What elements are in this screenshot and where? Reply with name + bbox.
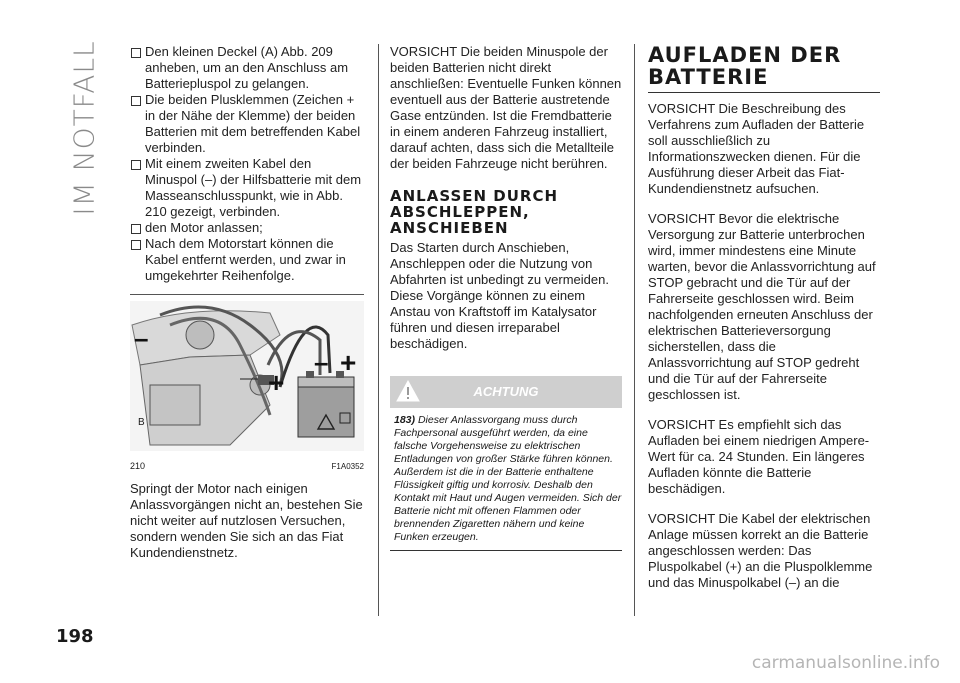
paragraph: VORSICHT Die beiden Minuspole der beiden Batterien nicht direkt anschließen: Eventuelle Funken können eventuell aus der Batterie austretende Gase entzünden. Ist die Fremdbatterie in einem anderen Fahrzeug installiert, darauf achten, dass sich die Metallteile der beiden Fahrzeuge nicht berühren. [390,44,622,171]
column-3 [648,44,880,591]
list-item-text: Nach dem Motorstart können die Kabel entfernt werden, und zwar in umgekehrter Reihenfolge. [145,236,346,283]
figure-210 [130,294,364,471]
column-divider-1 [378,44,379,616]
figure-code: F1A0352 [331,462,364,471]
list-item [130,236,364,284]
figure-minus-sign: – [134,323,149,353]
paragraph: VORSICHT Bevor die elektrische Versorgung zur Batterie unterbrochen wird, immer mindestens eine Minute warten, bevor die Anlassvorrichtung auf STOP gebracht und die Tür auf der Fahrerseite geschlossen wird. Beim nachfolgenden erneuten Anschluss der elektrischen Batterieversorgung sicherstellen, dass die Anlassvorrichtung auf STOP gedreht und die Tür auf der Fahrerseite geschlossen ist. [648,211,876,402]
checkbox-bullet-icon [131,240,141,250]
paragraph: VORSICHT Die Kabel der elektrischen Anlage müssen korrekt an die Batterie angeschlossen werden: Das Pluspolkabel (+) an die Pluspolklemme und das Minuspolkabel (–) an die [648,511,873,590]
checkbox-bullet-icon [131,160,141,170]
checkbox-bullet-icon [131,224,141,234]
page-number: 198 [56,626,94,647]
section-heading: ANLASSEN DURCH ABSCHLEPPEN, ANSCHIEBEN [390,187,559,237]
warning-body [390,408,622,551]
paragraph: Das Starten durch Anschieben, Anschleppen oder die Nutzung von Abfahrten ist unbedingt zu vermeiden. Diese Vorgänge können zu einem Anstau von Kraftstoff im Katalysator führen und diesen irreparabel beschädigen. [390,240,609,351]
checkbox-bullet-icon [131,96,141,106]
list-item [130,156,364,220]
warning-text-content: Dieser Anlassvorgang muss durch Fachpersonal ausgeführt werden, da eine falsche Vorgehensweise zu elektrischen Entladungen von großer Stärke führen können. Außerdem ist die in der Batterie enthaltene Flüssigkeit giftig und korrosiv. Deshalb den Kontakt mit Haut und Augen vermeiden. Sich der Batterie nicht mit offenen Flammen oder brennenden Zigaretten nähern und keine Funken erzeugen. [394,414,622,543]
paragraph: VORSICHT Die Beschreibung des Verfahrens zum Aufladen der Batterie soll ausschließlich zu Informationszwecken dienen. Für die Ausführung dieser Arbeit das Fiat-Kundendienstnetz aufsuchen. [648,101,865,196]
section-side-tab-label: IM NOTFALL [67,40,101,216]
column-1 [130,44,364,561]
section-heading: AUFLADEN DER BATTERIE [648,43,842,89]
figure-number: 210 [130,461,146,471]
list-item [130,220,364,236]
figure-plus-sign: + [340,347,357,378]
paragraph: Springt der Motor nach einigen Anlassvorgängen nicht an, bestehen Sie nicht weiter auf nutzlosen Versuchen, sondern wenden Sie sich an das Fiat Kundendienstnetz. [130,481,363,560]
column-2 [390,44,622,551]
list-item [130,44,364,92]
engine-bay-illustration [130,295,364,459]
checkbox-bullet-icon [131,48,141,58]
figure-plus-sign: + [268,367,285,398]
list-item-text: Mit einem zweiten Kabel den Minuspol (–) der Hilfsbatterie mit dem Masseanschlusspunkt, wie in Abb. 210 gezeigt, verbinden. [145,156,362,219]
heading-rule [648,92,880,93]
warning-text [394,414,622,544]
list-item [130,92,364,156]
column-divider-2 [634,44,635,616]
section-side-tab [58,40,110,216]
warning-header [390,376,622,408]
figure-minus-sign: – [314,347,329,377]
list-item-text: Die beiden Plusklemmen (Zeichen + in der Nähe der Klemme) der beiden Batterien mit dem betreffenden Kabel verbinden. [145,92,361,155]
paragraph: VORSICHT Es empfiehlt sich das Aufladen bei einem niedrigen Ampere-Wert für ca. 24 Stunden. Ein längeres Aufladen könnte die Batterie beschädigen. [648,417,870,496]
warning-title: ACHTUNG [473,384,539,399]
watermark: carmanualsonline.info [751,653,940,673]
warning-number: 183) [394,414,416,426]
list-item-text: den Motor anlassen; [145,220,263,235]
list-item-text: Den kleinen Deckel (A) Abb. 209 anheben, um an den Anschluss am Batteriepluspol zu gelangen. [145,44,349,91]
figure-callout-b: B [138,417,145,428]
